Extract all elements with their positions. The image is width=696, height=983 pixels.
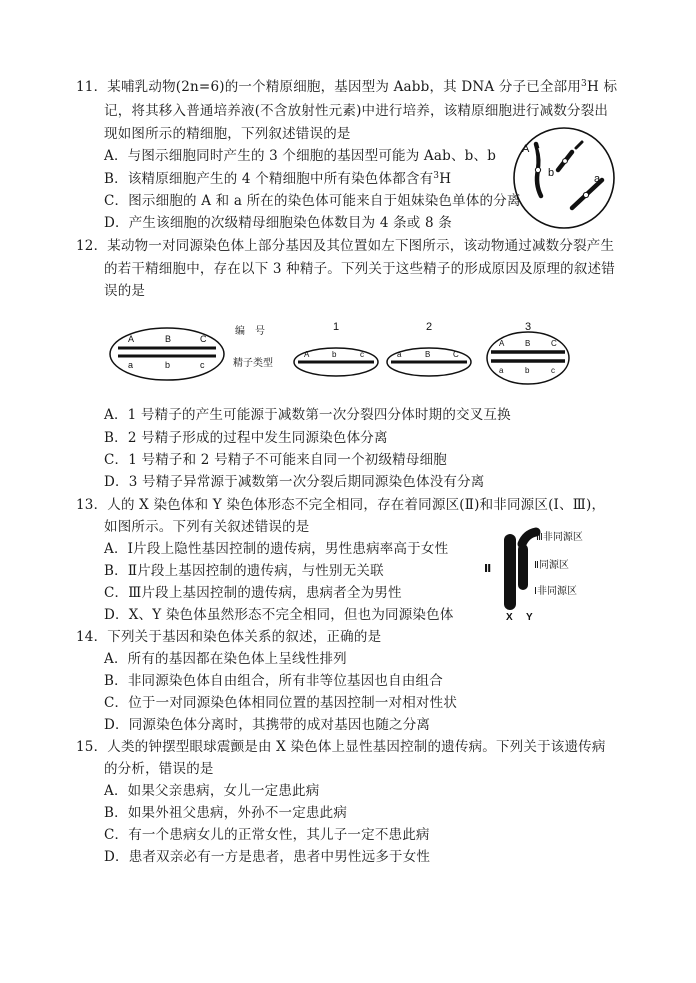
q12-stem-line3: 误的是	[104, 283, 146, 299]
q14-stem: 14．下列关于基因和染色体关系的叙述，正确的是	[76, 629, 382, 645]
parent-gene-A: A	[128, 334, 135, 344]
sperm-number-1: 1	[333, 321, 340, 333]
q11-stem-line2: 记，将其移入普通培养液(不含放射性元素)中进行培养，该精原细胞进行减数分裂出	[104, 103, 609, 119]
parent-gene-b: b	[165, 360, 171, 370]
q15-stem-line2: 的分析，错误的是	[104, 761, 214, 777]
sperm-3-gene-C: C	[551, 339, 557, 348]
q12-option-a: A．1 号精子的产生可能源于减数第一次分裂四分体时期的交叉互换	[104, 407, 511, 423]
q15-option-c: C．有一个患病女儿的正常女性，其儿子一定不患此病	[104, 827, 430, 843]
q11-stem-line1: 11．某哺乳动物(2n=6)的一个精原细胞，基因型为 Aabb，其 DNA 分子已全部用$^3$H 标	[76, 79, 618, 95]
q11-option-d: D．产生该细胞的次级精母细胞染色体数目为 4 条或 8 条	[104, 215, 452, 231]
sperm-2-gene-C: C	[453, 350, 459, 359]
q15-option-d: D．患者双亲必有一方是患者，患者中男性远多于女性	[104, 849, 431, 865]
q13-option-a: A．Ⅰ片段上隐性基因控制的遗传病，男性患病率高于女性	[104, 541, 449, 557]
sperm-2-gene-a: a	[397, 350, 402, 359]
parent-gene-a: a	[128, 360, 134, 370]
chromosome-fragment	[576, 142, 582, 148]
q11-sperm-cell-figure	[510, 126, 618, 230]
chromosome-a-lower-centromere	[583, 192, 588, 197]
q12-option-b: B．2 号精子形成的过程中发生同源染色体分离	[104, 430, 388, 446]
sperm-1-gene-b: b	[332, 350, 337, 359]
sperm-3-gene-b: b	[525, 366, 530, 375]
label-i-non-homologous: Ⅰ非同源区	[534, 586, 577, 597]
chromosome-a-centromere	[535, 167, 540, 172]
label-iii-non-homologous: Ⅲ非同源区	[536, 532, 583, 543]
gene-label-a: a	[594, 173, 601, 185]
q11-stem-line3: 现如图所示的精细胞，下列叙述错误的是	[104, 126, 351, 142]
q15-option-b: B．如果外祖父患病，外孙不一定患此病	[104, 805, 348, 821]
y-chromosome-iii-segment	[522, 532, 536, 544]
q11-option-c: C．图示细胞的 A 和 a 所在的染色体可能来自于姐妹染色单体的分离	[104, 193, 521, 209]
q11-option-a: A．与图示细胞同时产生的 3 个细胞的基因型可能为 Aab、b、b	[104, 148, 497, 164]
q14-option-d: D．同源染色体分离时，其携带的成对基因也随之分离	[104, 717, 431, 733]
sperm-number-2: 2	[426, 321, 433, 333]
q15-stem-line1: 15．人类的钟摆型眼球震颤是由 X 染色体上显性基因控制的遗传病。下列关于该遗传病	[76, 739, 606, 755]
parent-gene-C: C	[200, 334, 207, 344]
sperm-3-gene-c: c	[551, 366, 555, 375]
sperm-1-gene-c: c	[360, 350, 364, 359]
q14-option-c: C．位于一对同源染色体相同位置的基因控制一对相对性状	[104, 695, 458, 711]
q14-option-b: B．非同源染色体自由组合，所有非等位基因也自由组合	[104, 673, 443, 689]
sperm-3-gene-a: a	[499, 366, 504, 375]
gene-label-b: b	[548, 167, 555, 179]
q13-option-c: C．Ⅲ片段上基因控制的遗传病，患病者全为男性	[104, 585, 402, 601]
row-label-number: 编 号	[235, 326, 265, 337]
q11-option-b: B．该精原细胞产生的 4 个精细胞中所有染色体都含有$^3$H	[104, 171, 452, 187]
chromosome-b-centromere	[563, 159, 568, 164]
q12-option-c: C．1 号精子和 2 号精子不可能来自同一个初级精母细胞	[104, 452, 447, 468]
parent-gene-c: c	[200, 360, 205, 370]
row-label-sperm-type: 精子类型	[233, 358, 273, 369]
y-chromosome-body	[518, 544, 528, 590]
parent-gene-B: B	[165, 334, 172, 344]
label-ii: Ⅱ	[484, 563, 492, 575]
q13-stem-line1: 13．人的 X 染色体和 Y 染色体形态不完全相同，存在着同源区(Ⅱ)和非同源区(Ⅰ、Ⅲ)，	[76, 497, 606, 513]
sperm-3-gene-A: A	[499, 339, 505, 348]
q12-option-d: D．3 号精子异常源于减数第一次分裂后期同源染色体没有分离	[104, 474, 485, 490]
q13-stem-line2: 如图所示。下列有关叙述错误的是	[104, 519, 310, 535]
sperm-number-3: 3	[525, 321, 532, 333]
q13-option-d: D．X、Y 染色体虽然形态不完全相同，但也为同源染色体	[104, 607, 454, 623]
sperm-3-gene-B: B	[525, 339, 531, 348]
sperm-2-gene-B: B	[425, 350, 431, 359]
gene-label-A: A	[522, 143, 530, 155]
label-x: X	[506, 612, 513, 622]
q12-genotype-figure	[108, 316, 593, 392]
q13-xy-chromosome-figure	[482, 526, 632, 622]
sperm-1-gene-A: A	[304, 350, 310, 359]
q14-option-a: A．所有的基因都在染色体上呈线性排列	[104, 651, 347, 667]
q13-option-b: B．Ⅱ片段上基因控制的遗传病，与性别无关联	[104, 563, 384, 579]
label-y: Y	[526, 612, 533, 622]
label-ii-homologous: Ⅱ同源区	[534, 560, 569, 571]
q12-stem-line2: 的若干精细胞中，存在以下 3 种精子。下列关于这些精子的形成原因及原理的叙述错	[104, 261, 615, 277]
q12-stem-line1: 12．某动物一对同源染色体上部分基因及其位置如左下图所示，该动物通过减数分裂产生	[76, 238, 615, 254]
q15-option-a: A．如果父亲患病，女儿一定患此病	[104, 783, 320, 799]
x-chromosome	[504, 534, 516, 610]
